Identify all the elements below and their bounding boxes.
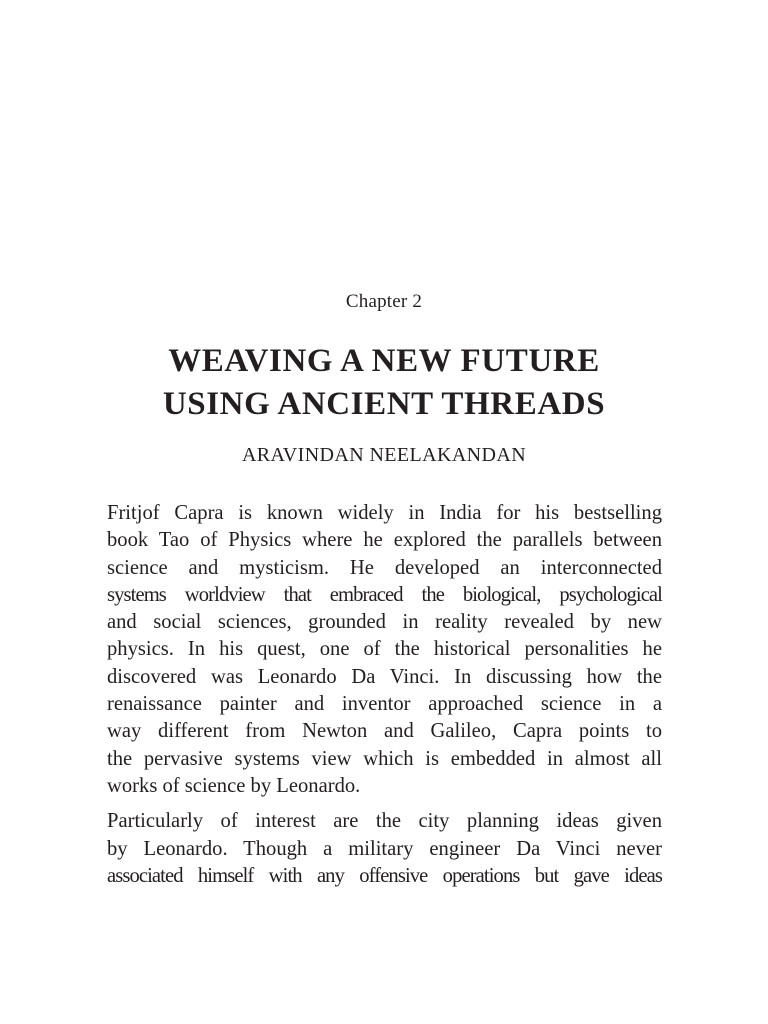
paragraph: [107, 500, 662, 800]
text-line: book Tao of Physics where he explored the parallels between: [107, 529, 662, 552]
chapter-title: [0, 340, 768, 426]
author-name: ARAVINDAN NEELAKANDAN: [241, 444, 527, 466]
text-line: discovered was Leonardo Da Vinci. In discussing how the: [107, 665, 662, 688]
text-line: systems worldview that embraced the biological, psychological: [107, 583, 662, 606]
text-line: science and mysticism. He developed an interconnected: [107, 556, 662, 579]
text-line: way different from Newton and Galileo, Capra points to: [107, 720, 662, 743]
text-line: and social sciences, grounded in reality revealed by new: [107, 611, 662, 634]
text-line: works of science by Leonardo.: [107, 774, 361, 797]
text-line: the pervasive systems view which is embedded in almost all: [107, 747, 662, 770]
chapter-title-line: WEAVING A NEW FUTURE: [168, 343, 600, 379]
text-line: associated himself with any offensive operations but gave ideas: [107, 864, 662, 887]
chapter-title-line: USING ANCIENT THREADS: [162, 386, 606, 422]
body-text: [107, 500, 662, 890]
text-line: by Leonardo. Though a military engineer Da Vinci never: [107, 837, 662, 860]
paragraph: [107, 808, 662, 890]
text-line: renaissance painter and inventor approached science in a: [107, 693, 662, 716]
text-line: Fritjof Capra is known widely in India for his bestselling: [107, 502, 662, 524]
text-line: Particularly of interest are the city planning ideas given: [107, 810, 662, 833]
chapter-label: Chapter 2: [345, 291, 423, 312]
text-line: physics. In his quest, one of the historical personalities he: [107, 638, 662, 661]
